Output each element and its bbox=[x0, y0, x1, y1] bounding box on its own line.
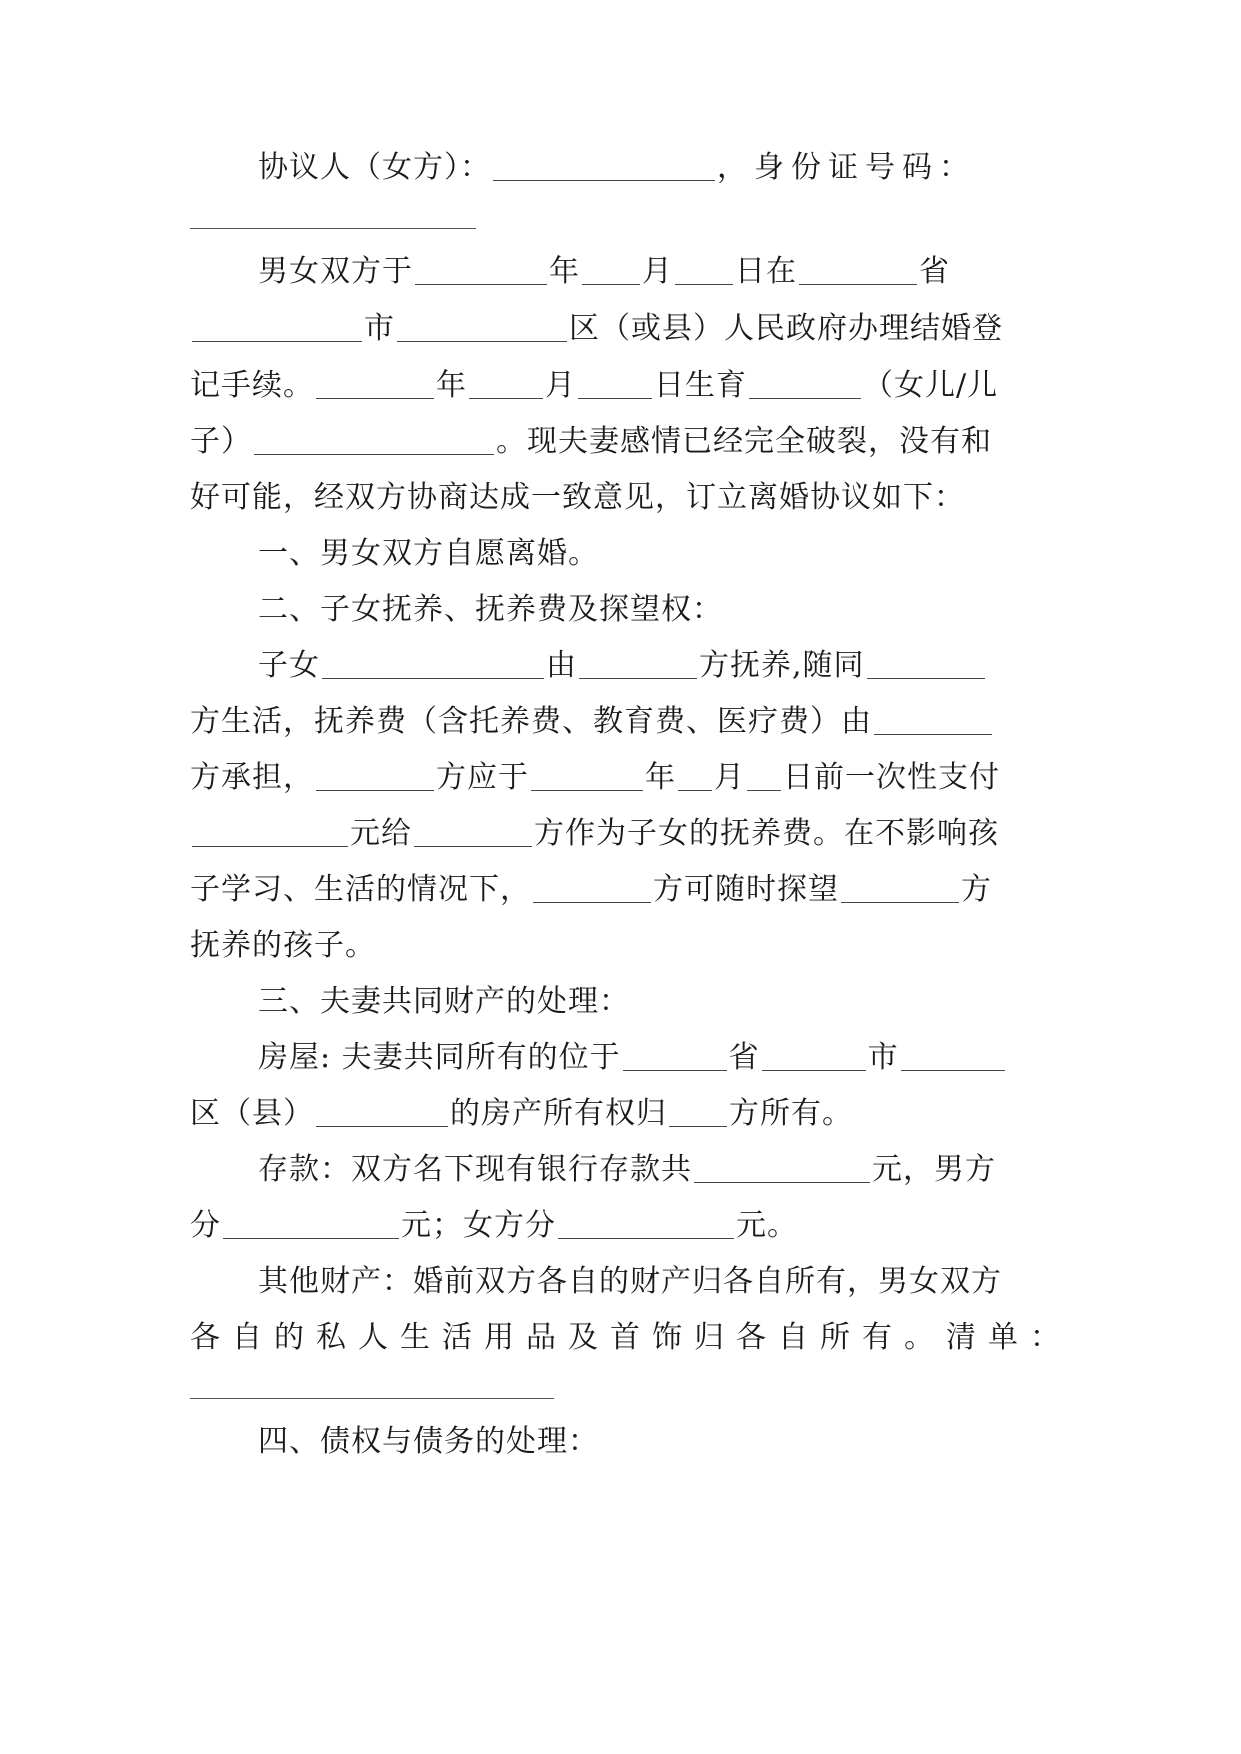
marriage-line-2 bbox=[190, 309, 1052, 349]
id-number-blank[interactable] bbox=[190, 228, 476, 229]
district-county-text: 区（县） bbox=[190, 1096, 314, 1131]
living-fee-text: 方生活，抚养费（含托养费、教育费、医疗费）由 bbox=[190, 704, 872, 739]
item-2: 二、子女抚养、抚养费及探望权： bbox=[258, 592, 723, 627]
yuan-male-text: 元，男方 bbox=[872, 1152, 996, 1187]
raising-party-blank[interactable] bbox=[841, 874, 959, 903]
birth-line bbox=[190, 366, 1052, 406]
registration-end-text: 记手续。 bbox=[190, 368, 314, 403]
receiving-party-blank[interactable] bbox=[414, 818, 532, 847]
city-text: 市 bbox=[867, 1040, 899, 1075]
deposit-line-1 bbox=[258, 1150, 1052, 1190]
marriage-year-blank[interactable] bbox=[415, 256, 547, 285]
by-text: 由 bbox=[546, 648, 577, 683]
house-owner-blank[interactable] bbox=[669, 1098, 727, 1127]
yuan-end-text: 元。 bbox=[736, 1208, 798, 1243]
month-text: 月 bbox=[545, 368, 576, 403]
custody-line-3 bbox=[190, 758, 1052, 798]
house-address-blank[interactable] bbox=[316, 1098, 448, 1127]
yuan-to-text: 元给 bbox=[350, 816, 412, 851]
child-fee-text: 方作为子女的抚养费。在不影响孩 bbox=[534, 816, 999, 851]
marriage-district-blank[interactable] bbox=[397, 313, 567, 342]
female-party-line bbox=[258, 148, 1052, 188]
party-bear-text: 方承担， bbox=[190, 760, 314, 795]
pay-year-blank[interactable] bbox=[531, 762, 643, 791]
daughter-son-close: 子） bbox=[190, 424, 252, 459]
day-before-lump-text: 日前一次性支付 bbox=[783, 760, 1000, 795]
year-text: 年 bbox=[645, 760, 676, 795]
birth-year-blank[interactable] bbox=[316, 370, 434, 399]
day-at-text: 日在 bbox=[735, 254, 797, 289]
custody-line-2 bbox=[190, 702, 1052, 742]
party-should-text: 方应于 bbox=[436, 760, 529, 795]
male-share-blank[interactable] bbox=[223, 1210, 399, 1239]
house-ownership-text: 的房产所有权归 bbox=[450, 1096, 667, 1131]
district-or-county-text: 区（或县）人民政府办理结婚登 bbox=[569, 311, 1003, 346]
party-text: 方 bbox=[961, 872, 992, 907]
party-owns-text: 方所有。 bbox=[729, 1096, 853, 1131]
marriage-month-blank[interactable] bbox=[582, 256, 640, 285]
other-property-line-1: 其他财产：婚前双方各自的财产归各自所有，男女双方 bbox=[258, 1264, 1002, 1299]
birth-day-blank[interactable] bbox=[578, 370, 652, 399]
house-district-blank[interactable] bbox=[901, 1042, 1005, 1071]
custody-child-blank[interactable] bbox=[322, 650, 544, 679]
deposit-line-2 bbox=[190, 1206, 1052, 1246]
may-visit-text: 方可随时探望 bbox=[653, 872, 839, 907]
agreement-intro-line: 好可能，经双方协商达成一致意见，订立离婚协议如下： bbox=[190, 480, 965, 515]
custody-party-blank[interactable] bbox=[579, 650, 697, 679]
fee-party-blank[interactable] bbox=[874, 706, 992, 735]
custody-line-5 bbox=[190, 870, 1052, 910]
relationship-broken-text: 。现夫妻感情已经完全破裂，没有和 bbox=[496, 424, 992, 459]
pay-month-blank[interactable] bbox=[678, 762, 712, 791]
share-text: 分 bbox=[190, 1208, 221, 1243]
month-text: 月 bbox=[642, 254, 673, 289]
marriage-intro: 男女双方于 bbox=[258, 254, 413, 289]
item-3: 三、夫妻共同财产的处理： bbox=[258, 984, 630, 1019]
visiting-party-blank[interactable] bbox=[533, 874, 651, 903]
child-name-blank[interactable] bbox=[254, 426, 494, 455]
marriage-day-blank[interactable] bbox=[675, 256, 733, 285]
marriage-province-blank[interactable] bbox=[799, 256, 917, 285]
house-label: 房屋: 夫妻共同所有的位于 bbox=[258, 1040, 621, 1075]
support-amount-blank[interactable] bbox=[192, 818, 348, 847]
day-birth-text: 日生育 bbox=[654, 368, 747, 403]
house-line-1 bbox=[258, 1038, 1052, 1078]
deposit-label: 存款：双方名下现有银行存款共 bbox=[258, 1152, 692, 1187]
month-text: 月 bbox=[714, 760, 745, 795]
house-city-blank[interactable] bbox=[762, 1042, 866, 1071]
id-number-label: ，身份证号码： bbox=[717, 150, 976, 185]
deposit-total-blank[interactable] bbox=[694, 1154, 870, 1183]
house-province-blank[interactable] bbox=[623, 1042, 727, 1071]
item-4: 四、债权与债务的处理： bbox=[258, 1424, 599, 1459]
item-1: 一、男女双方自愿离婚。 bbox=[258, 536, 599, 571]
child-count-blank[interactable] bbox=[749, 370, 861, 399]
custody-line-1 bbox=[258, 646, 1052, 686]
pay-day-blank[interactable] bbox=[747, 762, 781, 791]
year-text: 年 bbox=[549, 254, 580, 289]
raise-follow-text: 方抚养,随同 bbox=[699, 648, 865, 683]
yuan-female-share-text: 元；女方分 bbox=[401, 1208, 556, 1243]
house-line-2 bbox=[190, 1094, 1052, 1134]
study-life-text: 子学习、生活的情况下， bbox=[190, 872, 531, 907]
female-share-blank[interactable] bbox=[558, 1210, 734, 1239]
female-party-label: 协议人（女方）： bbox=[258, 150, 491, 185]
living-with-party-blank[interactable] bbox=[867, 650, 985, 679]
child-label: 子女 bbox=[258, 648, 320, 683]
birth-month-blank[interactable] bbox=[469, 370, 543, 399]
other-property-line-2: 各自的私人生活用品及首饰归各自所有。清单： bbox=[190, 1320, 1072, 1355]
province-text: 省 bbox=[728, 1040, 760, 1075]
marriage-city-blank[interactable] bbox=[192, 313, 362, 342]
daughter-son-open: （女儿/儿 bbox=[863, 368, 999, 403]
custody-line-6: 抚养的孩子。 bbox=[190, 928, 376, 963]
marriage-line-1 bbox=[258, 252, 1052, 292]
province-text: 省 bbox=[919, 254, 950, 289]
custody-line-4 bbox=[190, 814, 1052, 854]
paying-party-blank[interactable] bbox=[316, 762, 434, 791]
year-text: 年 bbox=[436, 368, 467, 403]
city-text: 市 bbox=[364, 311, 395, 346]
property-list-blank[interactable] bbox=[190, 1398, 554, 1399]
relationship-line bbox=[190, 422, 1052, 462]
female-name-blank[interactable] bbox=[493, 152, 715, 181]
